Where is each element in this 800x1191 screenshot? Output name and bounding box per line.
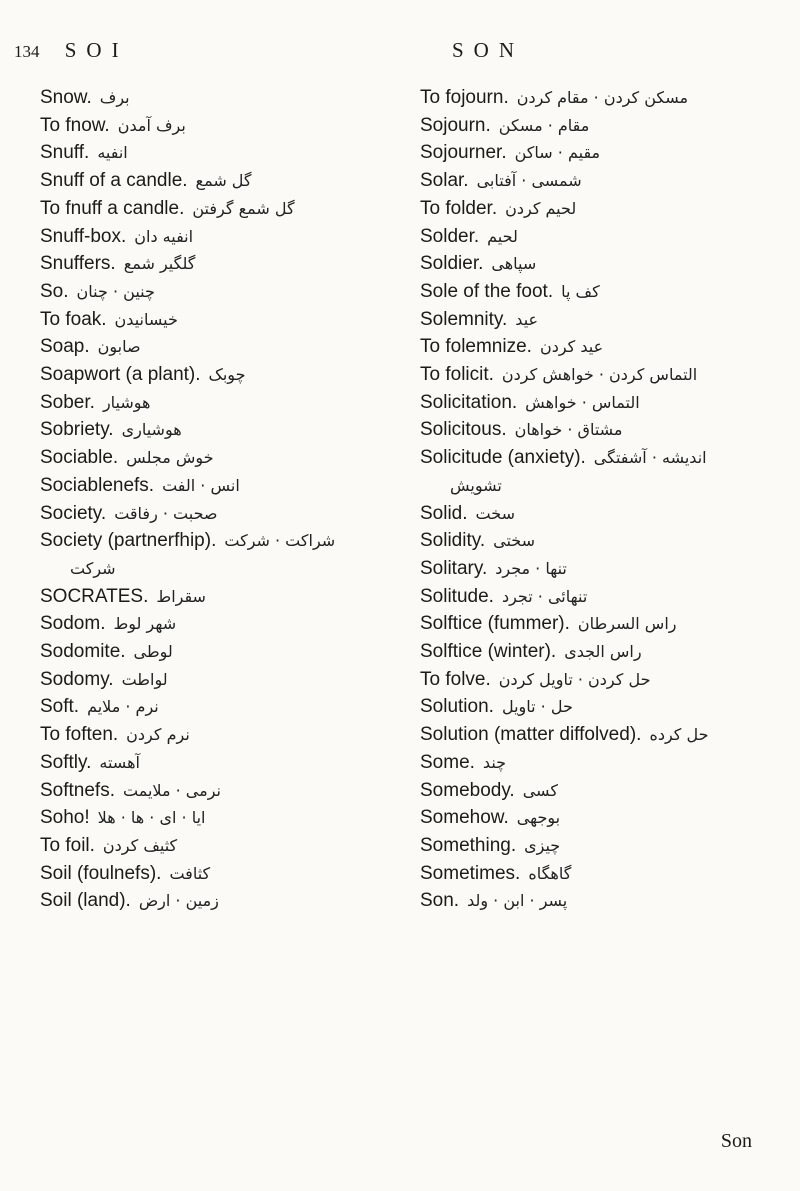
dictionary-entry xyxy=(40,721,395,749)
entry-persian: مقیم · ساکن xyxy=(514,143,601,163)
entry-persian: راس السرطان xyxy=(577,614,677,634)
entry-english: To fojourn. xyxy=(420,87,509,108)
entry-persian: بوجهی xyxy=(516,808,561,828)
dictionary-entry xyxy=(420,638,790,666)
entry-english: So. xyxy=(40,280,69,302)
entry-persian: لواطت xyxy=(121,669,168,689)
entry-persian: گلگیر شمع xyxy=(123,254,196,274)
entry-english: Sociablenefs. xyxy=(40,474,155,496)
dictionary-entry xyxy=(420,832,790,860)
entry-english: Soil (land). xyxy=(40,890,131,912)
entry-persian: نرم · ملایم xyxy=(87,697,159,717)
entry-persian: برف xyxy=(99,88,130,107)
dictionary-entry xyxy=(420,749,790,777)
entry-english: Sodom. xyxy=(40,613,106,635)
entry-english: Soldier. xyxy=(420,253,484,275)
entry-persian: لوطی xyxy=(133,642,173,662)
dictionary-entry xyxy=(40,139,395,167)
dictionary-entry xyxy=(420,195,790,223)
entry-persian: آهسته xyxy=(99,752,140,772)
entry-english: Snuffers. xyxy=(40,253,116,275)
dictionary-entry xyxy=(40,278,395,306)
dictionary-entry xyxy=(420,389,790,417)
entry-persian: صابون xyxy=(97,337,141,357)
entry-persian: سقراط xyxy=(156,586,206,606)
dictionary-entry xyxy=(420,250,790,278)
dictionary-entry xyxy=(420,167,790,195)
dictionary-entry xyxy=(420,527,790,555)
entry-persian: انفیه دان xyxy=(134,226,194,246)
dictionary-entry xyxy=(420,610,790,638)
entry-persian: خوش مجلس xyxy=(126,448,214,468)
left-column xyxy=(40,84,395,915)
entry-english: Sociable. xyxy=(40,447,119,469)
entry-english: Somebody. xyxy=(420,779,515,801)
dictionary-entry xyxy=(40,389,395,417)
entry-persian: برف آمدن xyxy=(117,115,186,135)
dictionary-entry xyxy=(40,860,395,888)
entry-persian: تنهائی · تجرد xyxy=(501,586,588,606)
entry-persian: صحبت · رفاقت xyxy=(114,503,218,523)
entry-english: Solder. xyxy=(420,225,480,247)
dictionary-entry xyxy=(420,278,790,306)
entry-english: Something. xyxy=(420,834,517,856)
entry-english: Society. xyxy=(40,502,107,524)
entry-persian: حل کرده xyxy=(649,725,709,745)
entry-persian: انس · الفت xyxy=(162,475,240,495)
entry-english: Snuff-box. xyxy=(40,225,127,247)
dictionary-entry xyxy=(40,223,395,251)
entry-persian: مسکن کردن · مقام کردن xyxy=(516,88,689,107)
entry-english: Snuff of a candle. xyxy=(40,170,188,192)
entry-english: To foften. xyxy=(40,724,119,746)
dictionary-entry xyxy=(420,112,790,140)
entry-persian: کثیف کردن xyxy=(102,835,178,855)
entry-persian: التماس · خواهش xyxy=(525,392,640,412)
entry-persian: چوبک xyxy=(208,365,246,385)
entry-persian: عید کردن xyxy=(539,337,604,357)
entry-persian: نرمی · ملایمت xyxy=(123,780,221,800)
entry-persian: انفیه xyxy=(97,143,128,163)
entry-persian: شهر لوط xyxy=(113,614,177,634)
entry-persian: سخت xyxy=(475,503,515,523)
entry-persian: لحیم xyxy=(487,226,518,246)
entry-english: To folve. xyxy=(420,668,491,690)
dictionary-entry xyxy=(40,112,395,140)
entry-persian: گل شمع گرفتن xyxy=(192,198,295,218)
entry-english: Some. xyxy=(420,751,475,773)
entry-english: Solution (matter diffolved). xyxy=(420,724,642,746)
entry-persian: شرکت xyxy=(70,558,116,578)
dictionary-entry xyxy=(420,500,790,528)
entry-english: Sojourner. xyxy=(420,142,507,164)
entry-english: To folder. xyxy=(420,197,498,219)
entry-persian: عید xyxy=(515,309,539,329)
entry-english: Solemnity. xyxy=(420,308,508,330)
entry-persian: التماس کردن · خواهش کردن xyxy=(501,365,698,385)
dictionary-entry xyxy=(40,306,395,334)
dictionary-entry xyxy=(420,84,790,112)
dictionary-entry xyxy=(420,555,790,583)
entry-english: Softnefs. xyxy=(40,779,115,801)
entry-english: To folicit. xyxy=(420,364,494,386)
entry-english: Sodomy. xyxy=(40,668,114,690)
dictionary-entry xyxy=(420,444,790,472)
entry-english: Solftice (winter). xyxy=(420,641,557,663)
entry-english: Solidity. xyxy=(420,530,486,552)
entry-english: Sole of the foot. xyxy=(420,280,554,302)
entry-persian: هوشیار xyxy=(102,392,151,412)
header-left-title: SOI xyxy=(64,38,129,62)
entry-english: Solitude. xyxy=(420,585,494,607)
entry-english: Solftice (fummer). xyxy=(420,613,570,635)
entry-english: To foak. xyxy=(40,308,107,330)
page-header-left xyxy=(14,38,129,63)
entry-persian: زمین · ارض xyxy=(138,891,219,911)
dictionary-entry xyxy=(420,777,790,805)
entry-persian: خیسانیدن xyxy=(114,309,178,329)
entry-english: To folemnize. xyxy=(420,336,532,358)
entry-english: Soil (foulnefs). xyxy=(40,862,162,884)
entry-persian: تنها · مجرد xyxy=(495,558,567,578)
entry-persian: سختی xyxy=(493,531,536,551)
entry-persian: کف پا xyxy=(561,281,600,301)
entry-english: Solitary. xyxy=(420,557,488,579)
entry-persian: کثافت xyxy=(169,863,211,883)
dictionary-entry xyxy=(40,472,395,500)
dictionary-entry xyxy=(40,361,395,389)
dictionary-entry xyxy=(420,666,790,694)
entry-english: Sober. xyxy=(40,391,95,413)
dictionary-entry xyxy=(40,250,395,278)
dictionary-entry xyxy=(420,804,790,832)
entry-english: Sojourn. xyxy=(420,114,491,136)
dictionary-entry xyxy=(420,721,790,749)
dictionary-entry xyxy=(40,444,395,472)
entry-english: Somehow. xyxy=(420,807,509,829)
dictionary-entry xyxy=(40,887,395,915)
entry-persian: اندیشه · آشفتگی xyxy=(593,448,707,468)
entry-english: Snow. xyxy=(40,87,92,108)
entry-persian: نرم کردن xyxy=(126,725,190,745)
entry-persian: پسر · ابن · ولد xyxy=(467,891,568,911)
page-number: 134 xyxy=(14,42,40,61)
entry-persian: تشویش xyxy=(450,475,502,495)
entry-persian: چنین · چنان xyxy=(76,281,155,301)
catchword: Son xyxy=(720,1130,752,1152)
entry-persian: گاهگاه xyxy=(528,863,572,883)
entry-english: Soap. xyxy=(40,336,90,358)
entry-english: Solar. xyxy=(420,170,469,192)
dictionary-entry xyxy=(420,333,790,361)
entry-persian: لحیم کردن xyxy=(505,198,577,218)
right-column xyxy=(420,84,790,915)
dictionary-entry xyxy=(420,693,790,721)
dictionary-entry xyxy=(40,416,395,444)
entry-english: Society (partnerfhip). xyxy=(40,530,217,552)
dictionary-entry xyxy=(40,666,395,694)
entry-persian: مشتاق · خواهان xyxy=(514,420,623,440)
entry-english: Soft. xyxy=(40,696,80,718)
dictionary-entry xyxy=(40,804,395,832)
entry-english: Solicitude (anxiety). xyxy=(420,447,586,469)
dictionary-entry xyxy=(420,361,790,389)
dictionary-entry xyxy=(40,832,395,860)
entry-persian: مقام · مسکن xyxy=(498,115,590,135)
dictionary-entry xyxy=(40,777,395,805)
entry-persian: چیزی xyxy=(524,835,561,855)
dictionary-entry xyxy=(420,887,790,915)
entry-english: Son. xyxy=(420,890,460,912)
entry-persian: سپاهی xyxy=(491,254,537,274)
entry-english: Soapwort (a plant). xyxy=(40,364,201,386)
dictionary-entry xyxy=(40,638,395,666)
entry-persian: ایا · ای · ها · هلا xyxy=(97,808,206,828)
page-header-right xyxy=(452,38,524,63)
dictionary-entry xyxy=(420,416,790,444)
entry-persian: چند xyxy=(482,752,507,772)
dictionary-entry xyxy=(40,500,395,528)
dictionary-entry xyxy=(40,167,395,195)
entry-english: Sometimes. xyxy=(420,862,521,884)
entry-english: Sobriety. xyxy=(40,419,114,441)
entry-persian: کسی xyxy=(522,780,558,800)
entry-english: To fnuff a candle. xyxy=(40,197,185,219)
dictionary-entry xyxy=(420,472,790,500)
entry-persian: هوشیاری xyxy=(121,420,182,440)
entry-english: Sodomite. xyxy=(40,641,126,663)
dictionary-entry xyxy=(40,527,395,555)
header-right-title: SON xyxy=(452,38,525,62)
dictionary-entry xyxy=(40,195,395,223)
dictionary-entry xyxy=(40,333,395,361)
dictionary-entry xyxy=(420,860,790,888)
entry-english: To fnow. xyxy=(40,114,110,136)
entry-english: To foil. xyxy=(40,834,95,856)
dictionary-entry xyxy=(420,139,790,167)
dictionary-entry xyxy=(40,749,395,777)
dictionary-entry xyxy=(420,583,790,611)
entry-persian: شراکت · شرکت xyxy=(224,531,336,551)
entry-english: Solution. xyxy=(420,696,494,718)
dictionary-entry xyxy=(420,223,790,251)
entry-persian: حل · تاویل xyxy=(501,697,573,717)
entry-persian: شمسی · آفتابی xyxy=(476,171,582,191)
entry-english: Solicitation. xyxy=(420,391,518,413)
dictionary-entry xyxy=(420,306,790,334)
dictionary-entry xyxy=(40,84,395,112)
entry-english: Snuff. xyxy=(40,142,90,164)
dictionary-entry xyxy=(40,583,395,611)
entry-english: Softly. xyxy=(40,751,92,773)
entry-persian: حل کردن · تاویل کردن xyxy=(498,669,651,689)
entry-english: Solid. xyxy=(420,502,468,524)
dictionary-entry xyxy=(40,555,395,583)
dictionary-entry xyxy=(40,610,395,638)
dictionary-entry xyxy=(40,693,395,721)
entry-english: SOCRATES. xyxy=(40,585,149,607)
entry-english: Solicitous. xyxy=(420,419,507,441)
entry-persian: راس الجدی xyxy=(564,642,642,662)
entry-english: Soho! xyxy=(40,807,90,829)
entry-persian: گل شمع xyxy=(195,171,252,191)
